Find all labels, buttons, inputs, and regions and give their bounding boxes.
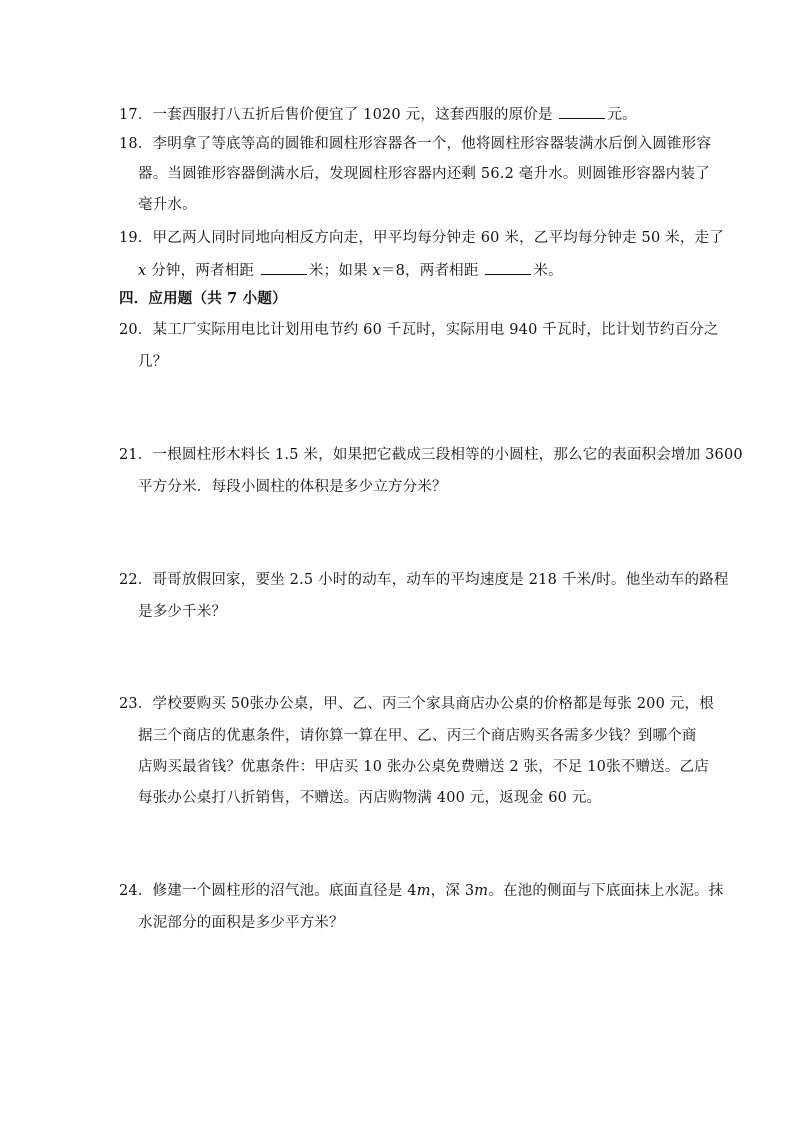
question-23-line-3: 店购买最省钱？优惠条件：甲店买 10 张办公桌免费赠送 2 张，不足 10张不赠送。乙店 — [138, 759, 709, 775]
question-18-line-1: 18．李明拿了等底等高的圆锥和圆柱形容器各一个，他将圆柱形容器装满水后倒入圆锥形容 — [119, 136, 712, 152]
answer-blank[interactable] — [485, 258, 531, 275]
question-19-text-c: ＝8，两者相距 — [380, 263, 484, 279]
answer-blank[interactable] — [261, 258, 307, 275]
variable-x: x — [372, 263, 381, 279]
question-17 — [119, 102, 637, 125]
question-18-line-3: 毫升水。 — [138, 197, 197, 213]
section-heading: 四．应用题（共 7 小题） — [119, 290, 287, 307]
question-24-text-b: ，深 3 — [430, 883, 475, 899]
question-23-line-2: 据三个商店的优惠条件，请你算一算在甲、乙、丙三个商店购买各需多少钱？到哪个商 — [138, 728, 697, 744]
unit-m: m — [416, 883, 431, 899]
question-23-line-1: 23．学校要购买 50张办公桌，甲、乙、丙三个家具商店办公桌的价格都是每张 200 元，根 — [119, 696, 714, 712]
question-18-line-2: 器。当圆锥形容器倒满水后，发现圆柱形容器内还剩 56.2 毫升水。则圆锥形容器内装了 — [138, 166, 710, 182]
question-17-unit: 元。 — [607, 107, 637, 123]
question-24-text-c: 。在池的侧面与下底面抹上水泥。抹 — [488, 883, 724, 899]
question-24-line-1 — [119, 881, 723, 901]
question-24-line-2: 水泥部分的面积是多少平方米？ — [138, 915, 344, 931]
question-23-line-4: 每张办公桌打八折销售，不赠送。丙店购物满 400 元，返现金 60 元。 — [138, 790, 602, 806]
question-20-line-1: 20．某工厂实际用电比计划用电节约 60 千瓦时，实际用电 940 千瓦时，比计划节约百分之 — [119, 322, 719, 338]
question-20-line-2: 几？ — [138, 354, 168, 370]
question-19-text-d: 米。 — [533, 263, 563, 279]
question-22-line-1: 22．哥哥放假回家，要坐 2.5 小时的动车，动车的平均速度是 218 千米/时。他坐动车的路程 — [119, 572, 729, 588]
question-21-line-2: 平方分米．每段小圆柱的体积是多少立方分米？ — [138, 479, 447, 495]
question-19-text-b: 米；如果 — [308, 263, 373, 279]
question-22-line-2: 是多少千米？ — [138, 604, 227, 620]
question-19-line-2 — [138, 258, 563, 281]
question-19-text-a: 分钟，两者相距 — [146, 263, 259, 279]
unit-m: m — [474, 883, 489, 899]
question-21-line-1: 21．一根圆柱形木料长 1.5 米，如果把它截成三段相等的小圆柱，那么它的表面积会增加 3600 — [119, 447, 743, 463]
variable-x: x — [138, 263, 147, 279]
question-17-text: 17．一套西服打八五折后售价便宜了 1020 元，这套西服的原价是 — [119, 107, 558, 123]
question-19-line-1: 19．甲乙两人同时同地向相反方向走，甲平均每分钟走 60 米，乙平均每分钟走 50 米，走了 — [119, 230, 724, 246]
question-24-text-a: 24．修建一个圆柱形的沼气池。底面直径是 4 — [119, 883, 417, 899]
answer-blank[interactable] — [559, 102, 605, 119]
